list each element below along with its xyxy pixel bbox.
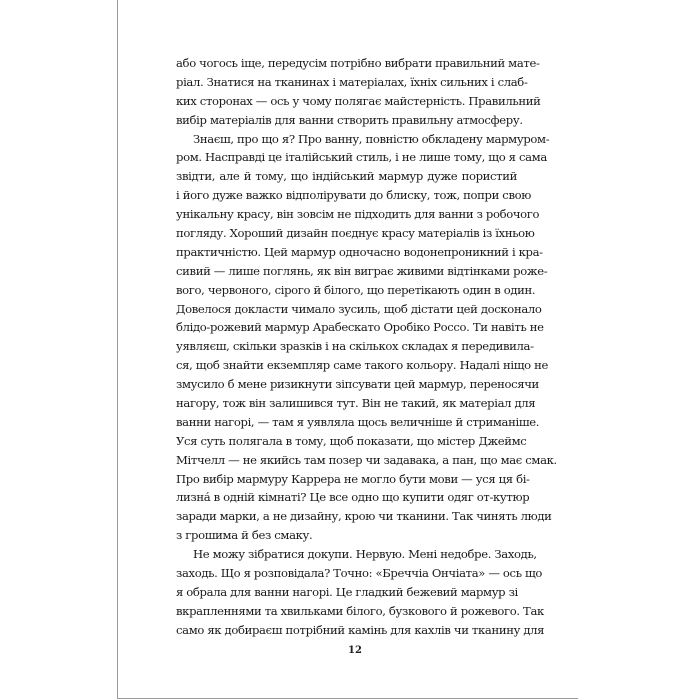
text-line: Уся суть полягала в тому, щоб показати, що містер Джеймс: [176, 433, 527, 448]
paragraph: [176, 54, 541, 130]
text-line: погляду. Хороший дизайн поєднує красу матеріалів із їхньою: [176, 226, 535, 241]
text-line: ких сторонах — ось у чому полягає майстерність. Правильний: [176, 93, 541, 108]
text-line: звідти, але й тому, що індійський мармур дуже пористий: [176, 169, 517, 184]
text-line: практичністю. Цей мармур одночасно водонепроникний і кра-: [176, 244, 543, 259]
text-line: ром. Насправді це італійський стиль, і не лише тому, що я сама: [176, 150, 547, 165]
text-line: само як добираєш потрібний камінь для кахлів чи тканину для: [176, 622, 545, 637]
text-line: вибір матеріалів для ванни створить правильну атмосферу.: [176, 112, 523, 127]
text-line: Довелося докласти чимало зусиль, щоб дістати цей досконало: [176, 301, 542, 316]
paragraph: [176, 130, 557, 546]
body-text: [176, 54, 557, 640]
text-line: нагору, тож він залишився тут. Він не такий, як матеріал для: [176, 396, 536, 411]
text-line: або чогось іще, передусім потрібно вибрати правильний мате-: [176, 56, 540, 70]
text-line: я обрала для ванни нагорі. Це гладкий бежевий мармур зі: [176, 584, 518, 599]
text-line: вого, червоного, сірого й білого, що перетікають один в один.: [176, 282, 536, 297]
text-line: ріал. Знатися на тканинах і матеріалах, їхніх сильних і слаб-: [176, 74, 528, 89]
text-line: ванни нагорі, — там я уявляла щось величніше й стриманіше.: [176, 414, 540, 429]
text-line: Знаєш, про що я? Про ванну, повністю обкладену мармуром-: [193, 131, 550, 146]
paragraph: [176, 545, 545, 639]
text-line: і його дуже важко відполірувати до блиску, тож, попри свою: [176, 188, 531, 203]
text-line: змусило б мене ризикнути зіпсувати цей мармур, переносячи: [176, 377, 539, 392]
text-line: вкрапленнями та хвильками білого, бузкового й рожевого. Так: [176, 603, 544, 618]
text-line: сивий — лише поглянь, як він виграє живими відтінками роже-: [176, 263, 548, 278]
text-line: з грошима й без смаку.: [176, 528, 313, 543]
text-line: Про вибір мармуру Каррера не могло бути мови — уся ця бі-: [176, 471, 530, 486]
text-line: уявляєш, скільки зразків і на скількох складах я передивила-: [176, 339, 534, 354]
page-number: 12: [348, 645, 362, 656]
text-line: Не можу зібратися докупи. Нервую. Мені недобре. Заходь,: [193, 547, 537, 562]
text-line: заходь. Що я розповідала? Точно: «Бреччіа Ончіата» — ось що: [176, 566, 543, 581]
text-line: заради марки, а не дизайну, крою чи тканини. Так чинять люди: [176, 509, 552, 524]
text-line: унікальну красу, він зовсім не підходить для ванни з робочого: [176, 207, 540, 222]
text-line: блідо-рожевий мармур Арабескато Оробіко Россо. Ти навіть не: [176, 320, 544, 335]
text-line: ся, щоб знайти екземпляр саме такого кольору. Надалі ніщо не: [176, 358, 548, 373]
text-line: лизна́ в одній кімнаті? Це все одно що купити одяг от-кутюр: [176, 490, 530, 505]
text-line: Мітчелл — не якийсь там позер чи задавака, а пан, що має смак.: [176, 452, 557, 467]
